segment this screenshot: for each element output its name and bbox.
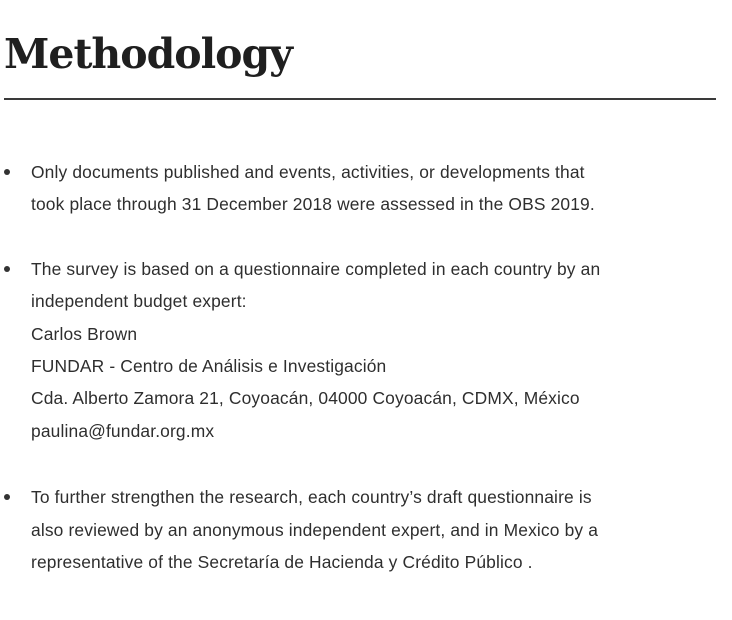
bullet-text-line: representative of the Secretaría de Hacienda y Crédito Público . (31, 552, 533, 573)
bullet-icon (4, 266, 10, 272)
bullet-text-line: took place through 31 December 2018 were assessed in the OBS 2019. (31, 194, 595, 215)
expert-email: paulina@fundar.org.mx (31, 420, 215, 441)
expert-organization: FUNDAR - Centro de Análisis e Investigación (31, 356, 387, 377)
methodology-list (0, 156, 732, 610)
bullet-text-line: also reviewed by an anonymous independent expert, and in Mexico by a (31, 519, 599, 540)
expert-address: Cda. Alberto Zamora 21, Coyoacán, 04000 Coyoacán, CDMX, México (31, 388, 580, 409)
bullet-icon (4, 494, 10, 500)
page-title: Methodology (4, 30, 292, 78)
expert-name: Carlos Brown (31, 323, 138, 344)
bullet-icon (4, 169, 10, 175)
bullet-item-assessment-period (0, 156, 732, 221)
bullet-item-expert (0, 253, 732, 447)
bullet-text-line: independent budget expert: (31, 291, 247, 312)
bullet-text-line: Only documents published and events, activities, or developments that (31, 162, 585, 182)
bullet-item-review (0, 481, 732, 578)
bullet-text-line: To further strengthen the research, each country’s draft questionnaire is (31, 487, 592, 508)
title-divider (4, 98, 716, 100)
bullet-text-line: The survey is based on a questionnaire completed in each country by an (31, 258, 601, 279)
